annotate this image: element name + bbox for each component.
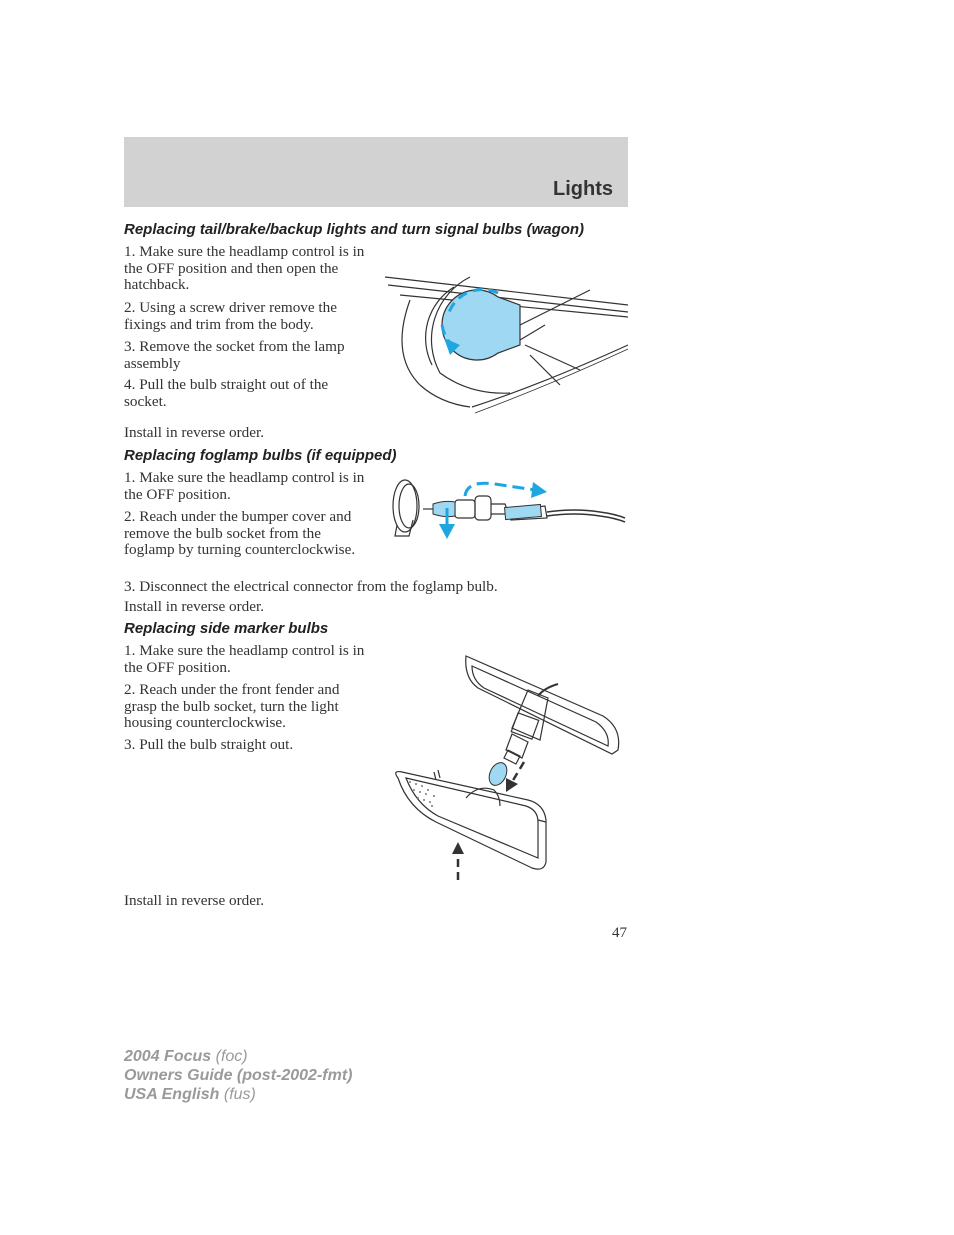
tail-step-1: 1. Make sure the headlamp control is in the OFF position and then open the hatchback. xyxy=(124,243,365,293)
tail-install-note: Install in reverse order. xyxy=(124,424,265,441)
foglamp-bulb-illustration xyxy=(385,470,630,542)
tail-step-2: 2. Using a screw driver remove the fixings and trim from the body. xyxy=(124,299,337,333)
page-title: Lights xyxy=(553,178,613,200)
side-step-1: 1. Make sure the headlamp control is in the OFF position. xyxy=(124,642,365,676)
header-band xyxy=(124,137,628,207)
fog-install-note: Install in reverse order. xyxy=(124,598,265,615)
side-marker-illustration xyxy=(388,650,623,885)
side-step-2: 2. Reach under the front fender and grasp the bulb socket, turn the light housing counterclockwise. xyxy=(124,681,340,731)
footer-model-code: (foc) xyxy=(215,1048,248,1065)
tail-lamp-socket-illustration xyxy=(380,245,630,415)
side-step-3: 3. Pull the bulb straight out. xyxy=(124,736,294,753)
fog-step-1: 1. Make sure the headlamp control is in the OFF position. xyxy=(124,469,365,503)
footer-guide: Owners Guide (post-2002-fmt) xyxy=(124,1067,353,1084)
footer-edition xyxy=(124,1047,352,1104)
footer-language-code: (fus) xyxy=(223,1086,256,1103)
section-heading-side: Replacing side marker bulbs xyxy=(124,620,329,637)
fog-step-2: 2. Reach under the bumper cover and remove the bulb socket from the foglamp by turning counterclockwise. xyxy=(124,508,356,558)
fog-step-3: 3. Disconnect the electrical connector from the foglamp bulb. xyxy=(124,578,498,595)
side-install-note: Install in reverse order. xyxy=(124,892,265,909)
footer-model: 2004 Focus xyxy=(124,1048,212,1065)
section-heading-tail: Replacing tail/brake/backup lights and turn signal bulbs (wagon) xyxy=(124,221,585,238)
footer-language: USA English xyxy=(124,1086,220,1103)
page-number: 47 xyxy=(612,925,627,941)
tail-step-4: 4. Pull the bulb straight out of the socket. xyxy=(124,376,329,410)
tail-step-3: 3. Remove the socket from the lamp assembly xyxy=(124,338,345,372)
section-heading-fog: Replacing foglamp bulbs (if equipped) xyxy=(124,447,397,464)
